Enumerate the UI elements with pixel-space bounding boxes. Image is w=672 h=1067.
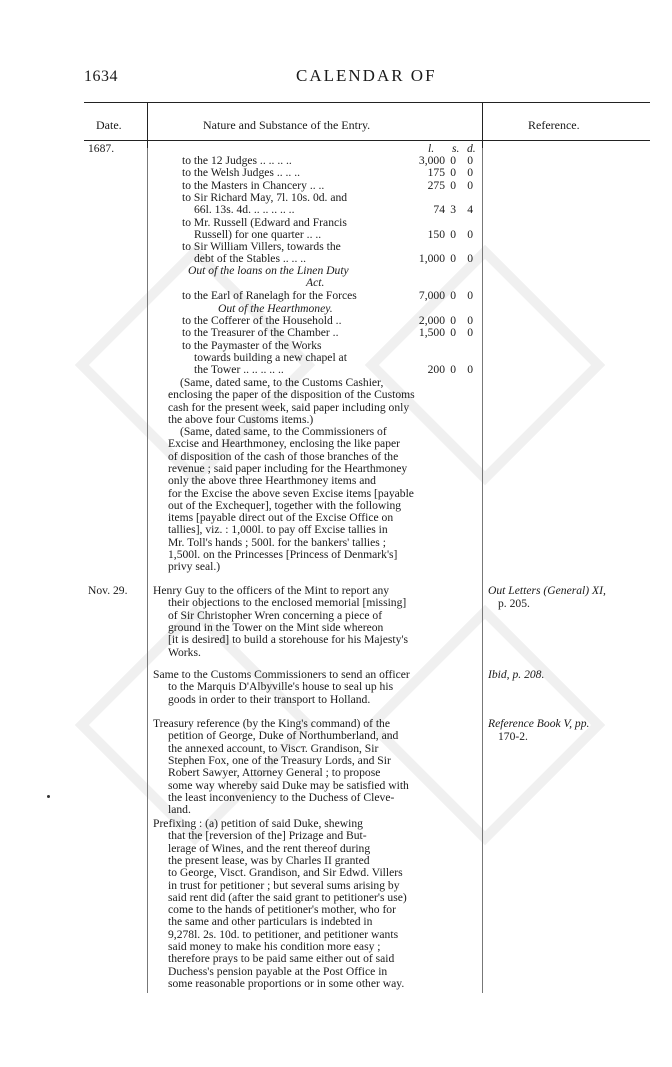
entry-date: Nov. 29. (88, 584, 128, 597)
account-item: Russell) for one quarter .. .. (194, 227, 322, 241)
account-item: the Tower .. .. .. .. .. (194, 363, 284, 377)
text-line: Same to the Customs Commissioners to send an officer (153, 668, 410, 681)
entry2-ref: Ibid, p. 208. (488, 668, 545, 681)
text-line: come to the hands of petitioner's mother, who for (168, 903, 396, 917)
text-line: enclosing the paper of the disposition of the Customs (168, 388, 415, 402)
amount-d: 4 (467, 203, 473, 217)
account-item: 66l. 13s. 4d. .. .. .. .. .. (194, 203, 295, 217)
text-line: ground in the Tower on the Mint side whereon (168, 620, 384, 634)
col-divider (482, 148, 483, 993)
col-divider (482, 103, 483, 148)
entry3-ref: Reference Book V, pp. (488, 717, 590, 730)
account-item: to the Cofferer of the Household .. (182, 314, 342, 327)
amount-l: 150 (427, 227, 445, 241)
text-line: the annexed account, to Viscт. Grandison, Sir (168, 741, 379, 755)
account-item: to Mr. Russell (Edward and Francis (182, 215, 347, 229)
text-line: some reasonable proportions or in some other way. (168, 976, 405, 990)
text-line: that the [reversion of the] Prizage and But- (168, 829, 367, 843)
table-top-rule (84, 102, 650, 103)
text-line: Mr. Toll's hands ; 500l. for the bankers' tallies ; (168, 535, 386, 549)
text-line: of Sir Christopher Wren concerning a piece of (168, 608, 383, 622)
amount-d: 0 (467, 314, 473, 327)
entry-year: 1687. (88, 142, 115, 155)
money-head-l: l. (428, 142, 435, 155)
text-line: to the Marquis D'Albyville's house to seal up his (168, 680, 394, 694)
col-nature-head: Nature and Substance of the Entry. (203, 118, 371, 132)
text-line: Robert Sawyer, Attorney General ; to propose (168, 766, 381, 780)
amount-l: 1,500 (418, 326, 445, 340)
text-line: in trust for petitioner ; but several sums arising by (168, 878, 400, 892)
account-item: to the 12 Judges .. .. .. .. (182, 154, 292, 167)
text-line: of disposition of the cash of those branches of the (168, 449, 399, 463)
text-line: the same and other particulars is indebted in (168, 915, 373, 929)
money-head-s: s. (452, 142, 460, 155)
amount-s: 0 (450, 326, 456, 340)
text-line: only the above three Hearthmoney items and (168, 474, 376, 488)
running-title: CALENDAR OF (296, 66, 437, 85)
text-line: 9,278l. 2s. 10d. to petitioner, and petitioner wants (168, 927, 399, 941)
amount-l: 2,000 (418, 314, 445, 327)
text-line: Excise and Hearthmoney, enclosing the like paper (168, 437, 401, 451)
account-item: to the Welsh Judges .. .. .. (182, 166, 301, 180)
text-line: lerage of Wines, and the rent thereof during (168, 841, 371, 855)
amount-s: 0 (450, 227, 456, 241)
table-head-rule (84, 140, 650, 141)
linen-heading-cont: Act. (306, 276, 325, 289)
text-line: land. (168, 803, 191, 817)
ranelagh-item: to the Earl of Ranelagh for the Forces (182, 289, 357, 302)
text-line: goods in order to their transport to Holland. (168, 692, 371, 706)
amount-s: 0 (450, 252, 456, 266)
text-line: revenue ; said paper including for the Hearthmoney (168, 461, 408, 475)
account-item: to the Paymaster of the Works (182, 338, 322, 352)
page-number: 1634 (84, 68, 118, 85)
text-line: for the Excise the above seven Excise items [payable (168, 486, 414, 500)
account-item: towards building a new chapel at (194, 350, 347, 364)
amount-s: 0 (450, 154, 456, 167)
amount-d: 0 (467, 227, 473, 241)
text-line: items [payable direct out of the Excise Office on (168, 511, 394, 525)
entry3-ref-page: 170-2. (498, 730, 528, 743)
amount-d: 0 (467, 252, 473, 266)
text-line: their objections to the enclosed memorial [missing] (168, 596, 407, 610)
ranelagh-l: 7,000 (418, 289, 445, 302)
amount-s: 0 (450, 363, 456, 377)
amount-s: 0 (450, 314, 456, 327)
text-line: Prefixing : (a) petition of said Duke, shewing (153, 817, 363, 830)
amount-d: 0 (467, 166, 473, 180)
ranelagh-d: 0 (467, 289, 473, 302)
amount-d: 0 (467, 154, 473, 167)
entry1-ref-page: p. 205. (498, 597, 530, 610)
text-line: privy seal.) (168, 560, 221, 574)
entry1-ref: Out Letters (General) XI, (488, 584, 606, 597)
account-item: to the Masters in Chancery .. .. (182, 178, 325, 192)
amount-l: 74 (433, 203, 445, 217)
account-item: to the Treasurer of the Chamber .. (182, 326, 339, 340)
text-line: Henry Guy to the officers of the Mint to report any (153, 584, 390, 597)
col-divider (147, 103, 148, 148)
text-line: said money to make his condition more easy ; (168, 940, 381, 953)
amount-d: 0 (467, 326, 473, 340)
text-line: tallies], viz. : 1,000l. to pay off Excise tallies in (168, 523, 388, 537)
amount-d: 0 (467, 363, 473, 377)
col-divider (147, 148, 148, 993)
amount-d: 0 (467, 178, 473, 192)
account-item: debt of the Stables .. .. .. (194, 252, 307, 266)
text-line: Duchess's pension payable at the Post Office in (168, 964, 388, 978)
amount-l: 1,000 (418, 252, 445, 266)
text-line: the present lease, was by Charles II granted (168, 853, 370, 867)
text-line: Works. (168, 645, 201, 659)
text-line: therefore prays to be paid same either out of said (168, 952, 395, 966)
money-head-d: d. (467, 142, 476, 155)
text-line: Treasury reference (by the King's command) of the (153, 717, 390, 730)
text-line: cash for the present week, said paper including only (168, 400, 410, 414)
text-line: petition of George, Duke of Northumberland, and (168, 729, 399, 743)
text-line: [it is desired] to build a storehouse for his Majesty's (168, 633, 409, 647)
text-line: out of the Exchequer], together with the following (168, 498, 402, 512)
amount-l: 275 (427, 178, 445, 192)
text-line: 1,500l. on the Princesses [Princess of Denmark's] (168, 548, 398, 561)
amount-s: 0 (450, 166, 456, 180)
linen-heading: Out of the loans on the Linen Duty (188, 264, 349, 277)
amount-l: 3,000 (418, 154, 445, 167)
hearth-heading: Out of the Hearthmoney. (218, 302, 333, 315)
text-line: Stephen Fox, one of the Treasury Lords, and Sir (168, 753, 391, 767)
amount-l: 200 (427, 363, 445, 377)
text-line: the above four Customs items.) (168, 412, 314, 426)
text-line: the least inconveniency to the Duchess of Cleve- (168, 790, 395, 804)
text-line: said rent did (after the said grant to petitioner's use) (168, 890, 407, 904)
amount-s: 0 (450, 178, 456, 192)
account-item: to Sir William Villers, towards the (182, 240, 341, 254)
col-reference-head: Reference. (528, 118, 580, 132)
ranelagh-s: 0 (450, 289, 456, 302)
text-line: (Same, dated same, to the Commissioners of (180, 425, 387, 438)
amount-s: 3 (450, 203, 456, 217)
stray-dot (47, 795, 50, 798)
text-line: some way whereby said Duke may be satisfied with (168, 778, 409, 792)
col-date-head: Date. (96, 118, 122, 132)
text-line: to George, Visct. Grandison, and Sir Edwd. Villers (168, 866, 403, 880)
text-line: (Same, dated same, to the Customs Cashier, (180, 376, 384, 389)
account-item: to Sir Richard May, 7l. 10s. 0d. and (182, 190, 348, 204)
amount-l: 175 (427, 166, 445, 180)
